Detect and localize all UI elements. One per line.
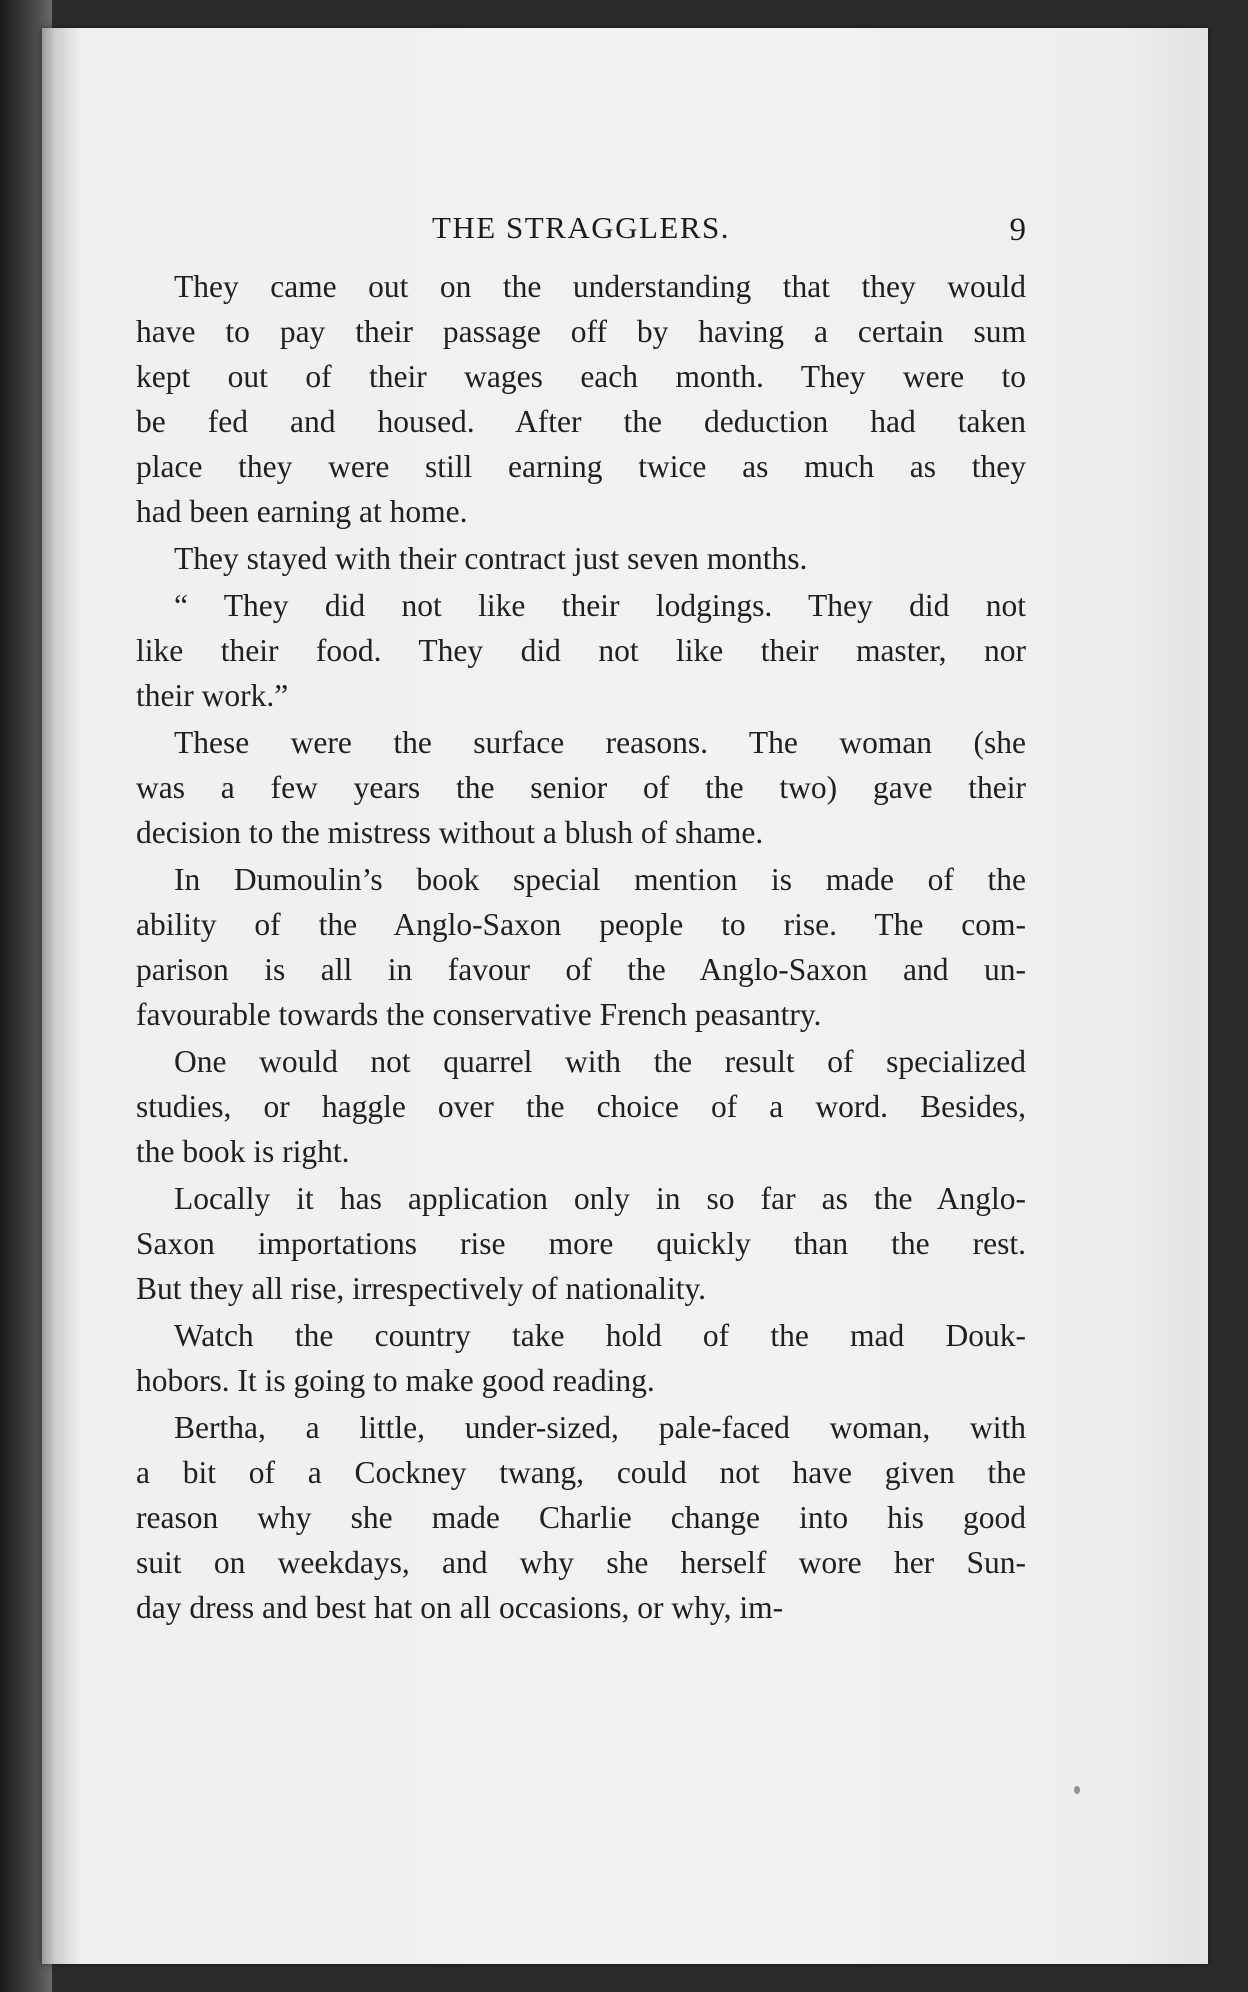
text-line: ability of the Anglo-Saxon people to rise. The com-: [136, 907, 1026, 942]
text-line: They stayed with their contract just seven months.: [174, 541, 808, 576]
text-line: In Dumoulin’s book special mention is made of the: [174, 862, 1026, 897]
book-page: [42, 28, 1208, 1964]
paragraph: [136, 1313, 1026, 1403]
paragraph: [136, 1039, 1026, 1174]
paragraph: [136, 536, 1026, 581]
page-number: 9: [1009, 212, 1026, 248]
text-line: hobors. It is going to make good reading.: [136, 1363, 655, 1398]
text-line: favourable towards the conservative French peasantry.: [136, 997, 822, 1032]
paragraph: [136, 857, 1026, 1037]
text-line: But they all rise, irrespectively of nationality.: [136, 1271, 707, 1306]
text-line: parison is all in favour of the Anglo-Saxon and un-: [136, 952, 1026, 987]
body-text: [136, 264, 1026, 1630]
running-head: [136, 208, 1026, 256]
text-line: Watch the country take hold of the mad Douk-: [174, 1318, 1026, 1353]
text-line: have to pay their passage off by having a certain sum: [136, 314, 1026, 349]
running-title: THE STRAGGLERS.: [431, 210, 731, 245]
text-line: place they were still earning twice as much as they: [136, 449, 1026, 484]
text-line: kept out of their wages each month. They were to: [136, 359, 1026, 394]
text-line: Bertha, a little, under-sized, pale-faced woman, with: [174, 1410, 1026, 1445]
paragraph: [136, 264, 1026, 534]
text-line: They came out on the understanding that they would: [174, 269, 1026, 304]
paragraph: [136, 1405, 1026, 1630]
text-line: suit on weekdays, and why she herself wore her Sun-: [136, 1545, 1026, 1580]
text-line: One would not quarrel with the result of specialized: [174, 1044, 1026, 1079]
text-line: be fed and housed. After the deduction had taken: [136, 404, 1026, 439]
paragraph: [136, 720, 1026, 855]
text-line: day dress and best hat on all occasions, or why, im-: [136, 1590, 784, 1625]
page-content: [136, 208, 1026, 1632]
paragraph: [136, 583, 1026, 718]
text-line: decision to the mistress without a blush of shame.: [136, 815, 764, 850]
text-line: a bit of a Cockney twang, could not have given the: [136, 1455, 1026, 1490]
text-line: These were the surface reasons. The woman (she: [174, 725, 1026, 760]
text-line: Saxon importations rise more quickly than the rest.: [136, 1226, 1026, 1261]
text-line: “ They did not like their lodgings. They did not: [174, 588, 1026, 623]
text-line: had been earning at home.: [136, 494, 468, 529]
page-speck: [1074, 1786, 1080, 1794]
text-line: the book is right.: [136, 1134, 350, 1169]
text-line: their work.”: [136, 678, 289, 713]
text-line: like their food. They did not like their master, nor: [136, 633, 1026, 668]
text-line: reason why she made Charlie change into his good: [136, 1500, 1026, 1535]
text-line: studies, or haggle over the choice of a word. Besides,: [136, 1089, 1026, 1124]
text-line: was a few years the senior of the two) gave their: [136, 770, 1026, 805]
paragraph: [136, 1176, 1026, 1311]
text-line: Locally it has application only in so far as the Anglo-: [174, 1181, 1026, 1216]
